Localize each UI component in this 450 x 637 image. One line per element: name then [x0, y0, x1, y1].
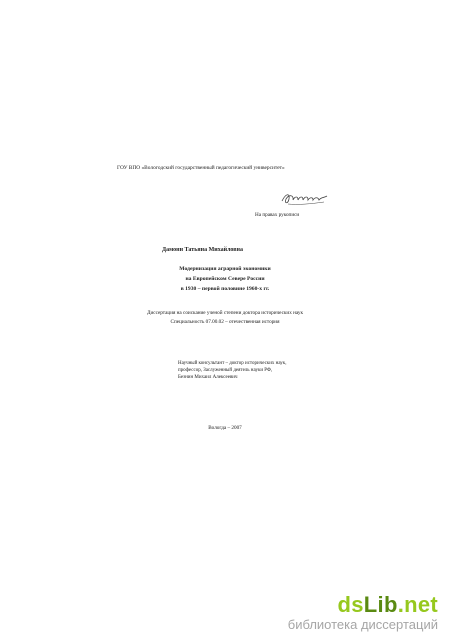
watermark-subtitle: библиотека диссертаций: [287, 617, 438, 632]
consultant-line: Безнин Михаил Алексеевич: [178, 375, 238, 380]
dslib-watermark: [288, 594, 438, 633]
rights-note: На правах рукописи: [255, 212, 300, 218]
author-name: Дамонн Татьяна Михайловна: [162, 247, 243, 253]
title-line: в 1930 – первой половине 1960-х гг.: [180, 286, 270, 292]
specialty: Специальность 07.00.02 – отечественная история: [170, 319, 280, 325]
city-year: Вологда – 2007: [208, 425, 242, 431]
consultant-line: Научный консультант – доктор исторических наук,: [178, 361, 287, 366]
title-line: на Европейском Севере России: [185, 276, 265, 282]
logo-ds: ds: [337, 592, 364, 617]
consultant-line: профессор, Заслуженный деятель науки РФ,: [178, 368, 273, 373]
degree-statement: Диссертация на соискание ученой степени доктора исторических наук: [146, 310, 304, 316]
logo-net: .net: [397, 592, 438, 617]
dslib-logo: [288, 594, 438, 616]
handwritten-signature: [280, 190, 330, 208]
title-line: Модернизация аграрной экономики: [179, 266, 271, 272]
institution-name: ГОУ ВПО «Вологодский государственный педагогический университет»: [117, 165, 285, 171]
logo-lib: Lib: [363, 592, 398, 617]
